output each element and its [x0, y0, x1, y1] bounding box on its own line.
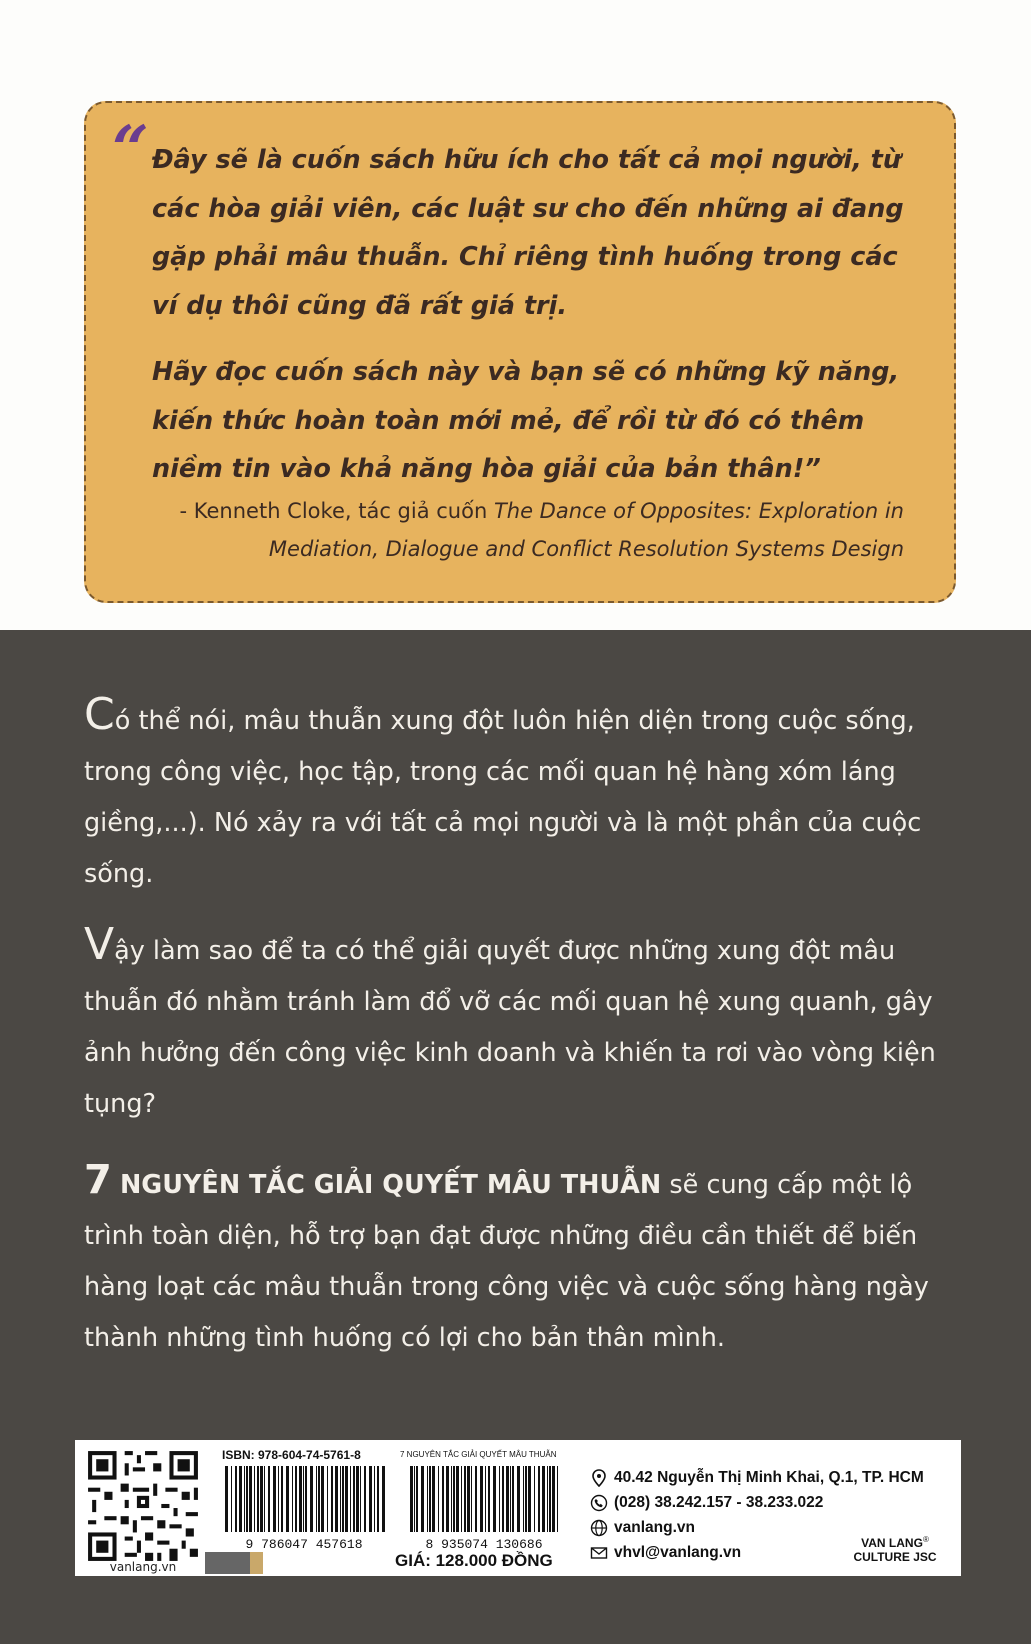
body-paragraph-3-text: sẽ cung cấp một lộ trình toàn diện, hỗ trợ bạn đạt được những điều cần thiết để biến hàng loạt các mâu thuẫn trong công việc và cuộc sống hàng ngày thành những tình huống có lợi cho bản thân mình. [84, 1170, 929, 1353]
ean-barcode-digits: 8 935074 130686 [425, 1537, 543, 1550]
body-paragraph-1 [84, 689, 954, 900]
phone-icon [590, 1494, 608, 1512]
email-text: vhvl@vanlang.vn [614, 1544, 742, 1561]
quote-paragraph-2: Hãy đọc cuốn sách này và bạn sẽ có những kỹ năng, kiến thức hoàn toàn mới mẻ, để rồi từ đó có thêm niềm tin vào khả năng hòa giải của bản thân!” [152, 357, 900, 484]
book-number: 7 [84, 1157, 112, 1203]
mail-icon [590, 1544, 608, 1562]
dropcap-v: V [84, 919, 115, 970]
contact-website [590, 1519, 695, 1537]
isbn-label: ISBN: 978-604-74-5761-8 [222, 1448, 361, 1462]
price-label: GIÁ: 128.000 ĐỒNG [395, 1551, 553, 1570]
barcode-book-title: 7 NGUYÊN TẮC GIẢI QUYẾT MÂU THUẪN [400, 1450, 557, 1459]
ean-barcode [400, 1464, 568, 1550]
globe-icon [590, 1519, 608, 1537]
address-text: 40.42 Nguyễn Thị Minh Khai, Q.1, TP. HCM [614, 1469, 924, 1486]
quote-attribution [152, 492, 904, 568]
body-paragraph-2-text: ậy làm sao để ta có thể giải quyết được những xung đột mâu thuẫn đó nhằm tránh làm đổ vỡ các mối quan hệ xung quanh, gây ảnh hưởng đến công việc kinh doanh và khiến ta rơi vào vòng kiện tụng? [84, 936, 936, 1119]
isbn-barcode [215, 1464, 393, 1550]
isbn-barcode-digits: 9 786047 457618 [245, 1537, 363, 1550]
body-paragraph-3 [84, 1155, 954, 1364]
body-paragraph-2 [84, 919, 954, 1130]
phone-text: (028) 38.242.157 - 38.233.022 [614, 1494, 824, 1511]
website-text: vanlang.vn [614, 1519, 695, 1536]
contact-email [590, 1544, 741, 1562]
dropcap-c: C [84, 689, 115, 740]
contact-phone [590, 1494, 823, 1512]
publisher-name-line1: VAN LANG [861, 1536, 923, 1550]
contact-address [590, 1469, 924, 1487]
quote-mark: “ [112, 112, 149, 187]
quote-text [152, 136, 922, 494]
publisher-name-line2: CULTURE JSC [853, 1550, 937, 1564]
publisher-logo [840, 1533, 950, 1564]
quote-paragraph-1: Đây sẽ là cuốn sách hữu ích cho tất cả mọi người, từ các hòa giải viên, các luật sư cho đến những ai đang gặp phải mâu thuẫn. Chỉ riêng tình huống trong các ví dụ thôi cũng đã rất giá trị. [152, 145, 904, 321]
attribution-author: - Kenneth Cloke, tác giả cuốn [179, 499, 494, 523]
registered-mark: ® [922, 1535, 929, 1544]
attribution-book-title: The Dance of Opposites: Exploration in Mediation, Dialogue and Conflict Resolution Systems Design [268, 499, 904, 561]
body-paragraph-1-text: ó thể nói, mâu thuẫn xung đột luôn hiện diện trong cuộc sống, trong công việc, học tập, trong các mối quan hệ hàng xóm láng giềng,...). Nó xảy ra với tất cả mọi người và là một phần của cuộc sống. [84, 706, 922, 889]
book-title: NGUYÊN TẮC GIẢI QUYẾT MÂU THUẪN [119, 1170, 662, 1200]
qr-caption: vanlang.vn [109, 1560, 177, 1574]
location-icon [590, 1469, 608, 1487]
qr-code-icon [84, 1447, 202, 1565]
